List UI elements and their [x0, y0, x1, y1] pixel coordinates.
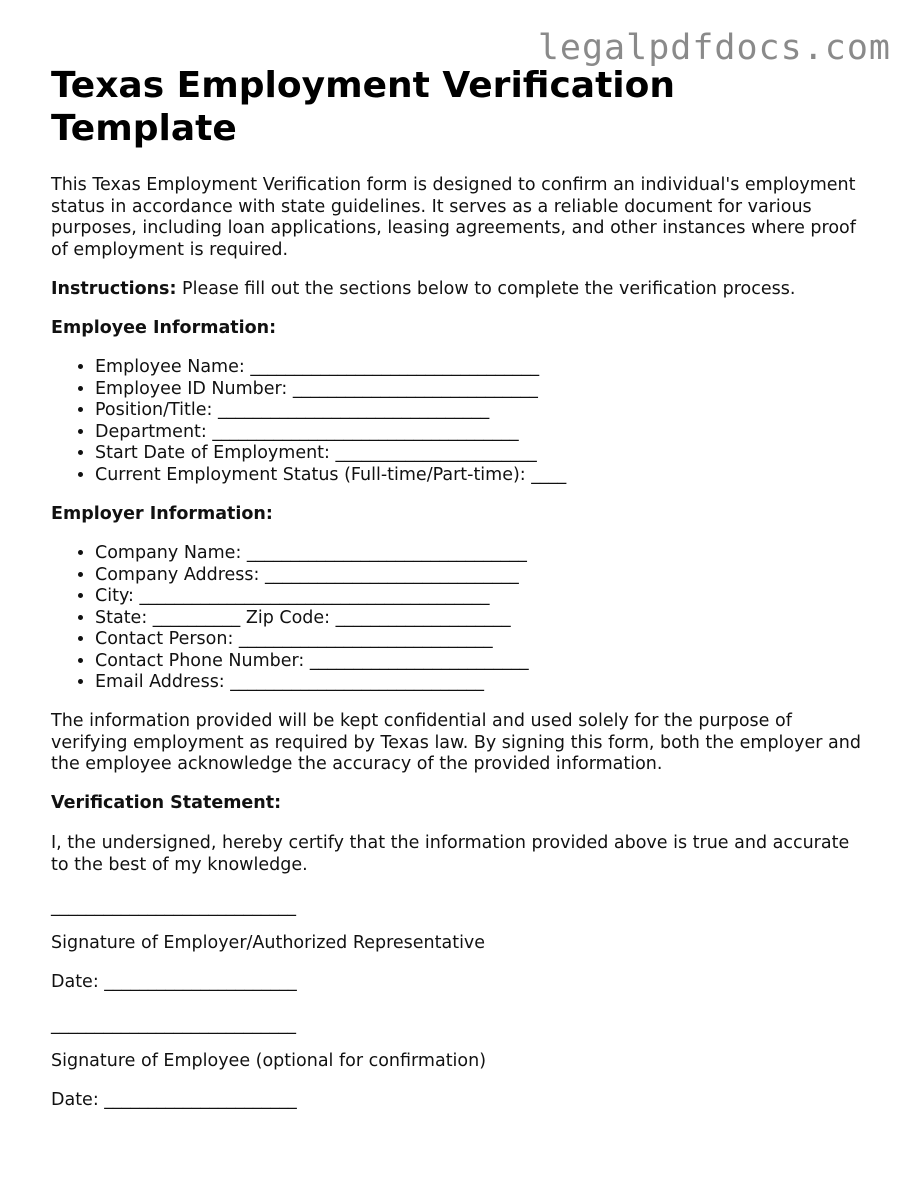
employee-date-line: Date: ______________________	[51, 1090, 297, 1110]
employee-section-heading: Employee Information:	[51, 318, 277, 338]
confidentiality-paragraph: The information provided will be kept confidential and used solely for the purpose of verifying employment as required by Texas law. By signing this form, both the employer and the employee acknowledge the accuracy of the provided information.	[51, 711, 861, 774]
verification-heading: Verification Statement:	[51, 793, 282, 813]
employer-date-line: Date: ______________________	[51, 972, 297, 992]
page-title: Texas Employment Verification Template	[51, 65, 676, 149]
instructions-paragraph	[51, 279, 866, 301]
field-employment-status: • Current Employment Status (Full-time/Part-time): ____	[95, 465, 566, 487]
field-company-name: • Company Name: ________________________________	[95, 543, 529, 565]
verification-statement: I, the undersigned, hereby certify that the information provided above is true and accurate to the best of my knowledge.	[51, 833, 850, 875]
field-email-address: • Email Address: _____________________________	[95, 672, 529, 694]
field-contact-person: • Contact Person: _____________________________	[95, 629, 529, 651]
field-start-date: • Start Date of Employment: _______________________	[95, 443, 566, 465]
field-state-zip: • State: __________ Zip Code: ____________________	[95, 608, 529, 630]
intro-paragraph: This Texas Employment Verification form is designed to confirm an individual's employment status in accordance with state guidelines. It serves as a reliable document for various purposes, including loan applications, leasing agreements, and other instances where proof of employment is required.	[51, 175, 856, 260]
employer-signature-label: Signature of Employer/Authorized Representative	[51, 933, 486, 953]
instructions-text: Please fill out the sections below to complete the verification process.	[176, 279, 796, 299]
watermark: legalpdfdocs.com	[537, 28, 891, 68]
instructions-label: Instructions:	[51, 279, 177, 299]
field-city: • City: ________________________________________	[95, 586, 529, 608]
field-contact-phone: • Contact Phone Number: _________________________	[95, 651, 529, 673]
employer-section-heading: Employer Information:	[51, 504, 273, 524]
employee-signature-line: ____________________________	[51, 1015, 296, 1035]
field-company-address: • Company Address: _____________________________	[95, 565, 529, 587]
employee-signature-label: Signature of Employee (optional for confirmation)	[51, 1051, 487, 1071]
field-department: • Department: ___________________________________	[95, 422, 566, 444]
employee-fields-list	[51, 357, 566, 486]
field-employee-id: • Employee ID Number: ____________________________	[95, 379, 566, 401]
field-position-title: • Position/Title: _______________________________	[95, 400, 566, 422]
employer-fields-list	[51, 543, 529, 694]
field-employee-name: • Employee Name: _________________________________	[95, 357, 566, 379]
employer-signature-line: ____________________________	[51, 897, 296, 917]
